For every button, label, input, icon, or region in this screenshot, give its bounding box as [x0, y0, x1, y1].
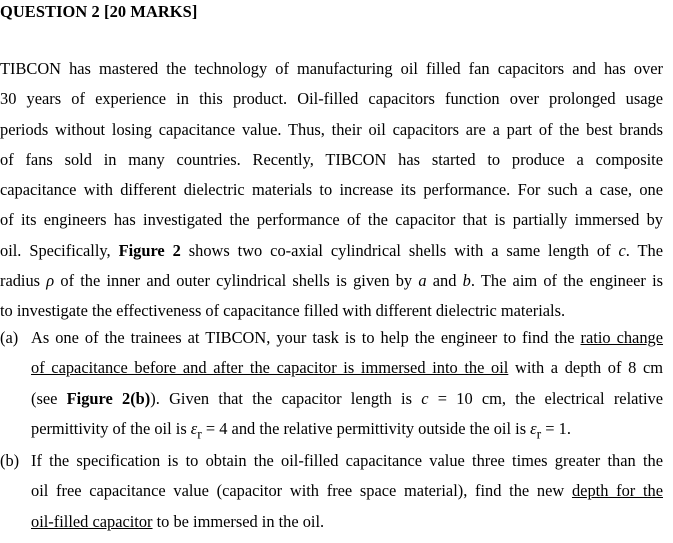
- underlined-term: depth for the: [571, 481, 663, 501]
- math-symbol: ε: [530, 418, 537, 438]
- intro-line: of its engineers has investigated the performance of the capacitor that is partially immersed by: [0, 210, 663, 230]
- intro-line: [0, 266, 663, 296]
- figure-reference: Figure 2: [118, 240, 181, 260]
- math-subscript: r: [536, 426, 542, 442]
- intro-paragraph: [0, 54, 663, 327]
- underlined-term: of capacitance before and after the capacitor is immersed into the oil: [31, 358, 509, 378]
- intro-line: [0, 236, 663, 266]
- text-run: . The aim of the engineer is: [470, 271, 664, 291]
- text-run: ). Given that the capacitor length is: [150, 388, 422, 408]
- text-run: permittivity of the oil is: [31, 418, 191, 438]
- part-a: [0, 323, 663, 444]
- part-line: [31, 476, 663, 506]
- text-run: of the inner and outer cylindrical shells is given by: [54, 271, 419, 291]
- part-marker: (b): [0, 451, 20, 471]
- intro-line: to investigate the effectiveness of capacitance filled with different dielectric materials.: [0, 301, 566, 321]
- math-symbol: c: [618, 240, 626, 260]
- text-run: to be immersed in the oil.: [152, 511, 325, 531]
- text-run: shows two co-axial cylindrical shells with a same length of: [180, 240, 619, 260]
- text-run: and: [426, 271, 463, 291]
- part-line: [31, 384, 663, 414]
- intro-line: TIBCON has mastered the technology of manufacturing oil filled fan capacitors and has over: [0, 59, 663, 78]
- figure-reference: Figure 2(b): [66, 388, 151, 408]
- text-run: As one of the trainees at TIBCON, your task is to help the engineer to find the: [31, 328, 581, 347]
- intro-line: of fans sold in many countries. Recently, TIBCON has started to produce a composite: [0, 149, 663, 169]
- math-symbol: ρ: [46, 271, 55, 291]
- part-line: [31, 414, 663, 444]
- text-run: . The: [625, 240, 663, 260]
- text-run: radius: [0, 271, 47, 291]
- math-symbol: c: [421, 388, 429, 408]
- underlined-term: ratio change: [580, 328, 664, 347]
- part-line: If the specification is to obtain the oil-filled capacitance value three times greater than the: [31, 451, 663, 471]
- question-heading: QUESTION 2 [20 MARKS]: [0, 2, 198, 21]
- intro-line: 30 years of experience in this product. Oil-filled capacitors function over prolonged usage: [0, 89, 663, 109]
- intro-line: periods without losing capacitance value. Thus, their oil capacitors are a part of the best brands: [0, 119, 663, 139]
- part-line: [31, 507, 663, 537]
- part-marker: (a): [0, 328, 19, 347]
- text-run: (see: [31, 388, 67, 408]
- part-line: [31, 353, 663, 383]
- text-run: with a depth of 8 cm: [508, 358, 663, 378]
- math-symbol: b: [462, 271, 471, 291]
- math-symbol: a: [418, 271, 427, 291]
- part-body: [31, 446, 663, 537]
- question-parts: [0, 323, 663, 539]
- math-subscript: r: [197, 426, 202, 442]
- math-symbol: ε: [190, 418, 198, 438]
- text-run: = 10 cm, the electrical relative: [428, 388, 663, 408]
- text-run: = 4 and the relative permittivity outside the oil is: [201, 418, 531, 438]
- intro-line: capacitance with different dielectric materials to increase its performance. For such a case, one: [0, 180, 663, 200]
- text-run: oil. Specifically,: [0, 240, 119, 260]
- part-b: [0, 446, 663, 537]
- part-line: [31, 323, 663, 353]
- part-body: [31, 323, 663, 444]
- underlined-term: oil-filled capacitor: [31, 511, 153, 531]
- text-run: = 1.: [541, 418, 571, 438]
- text-run: oil free capacitance value (capacitor with free space material), find the new: [31, 481, 572, 501]
